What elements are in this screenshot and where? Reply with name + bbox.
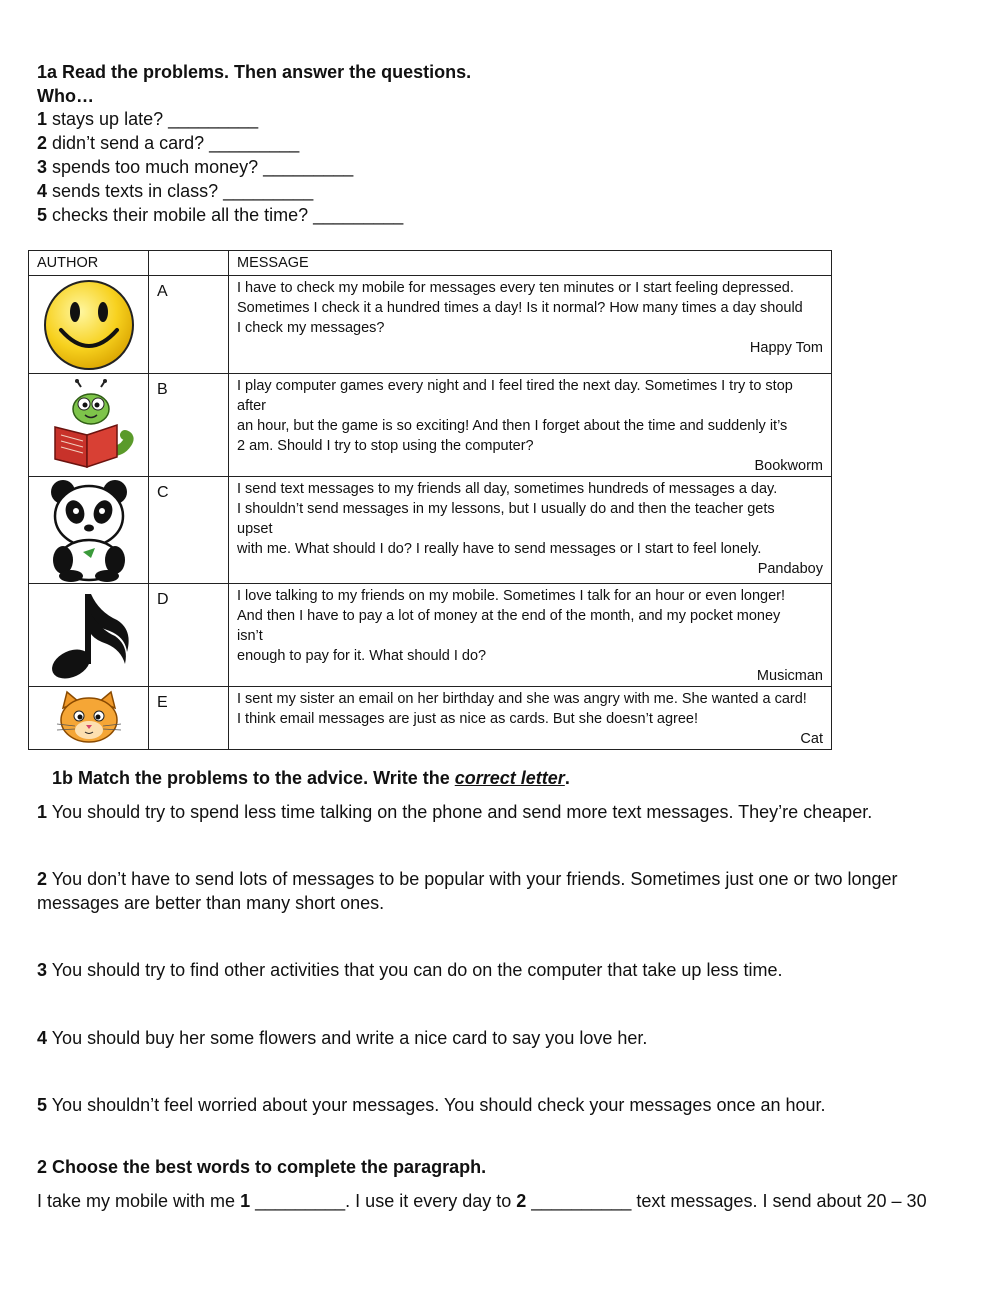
message-author: Happy Tom [749, 340, 823, 356]
question-item: 3 spends too much money? _________ [37, 157, 354, 177]
message-cell: I play computer games every night and I feel tired the next day. Sometimes I try to stop after an hour, but the game is so exciting! And then I forget about the time and suddenly it’s 2 am. Should I try to stop using the computer? Bookworm [229, 374, 832, 477]
author-picture [29, 374, 149, 477]
bookworm-icon [41, 379, 137, 471]
question-item: 4 sends texts in class? _________ [37, 181, 314, 201]
message-author: Bookworm [754, 458, 823, 474]
message-header: MESSAGE [229, 251, 832, 276]
author-picture [29, 687, 149, 750]
advice-item: 5 You shouldn’t feel worried about your messages. You should check your messages once an hour. [37, 1095, 826, 1115]
question-item: 1 stays up late? _________ [37, 109, 259, 129]
question-list [37, 107, 403, 227]
table-row [29, 374, 832, 477]
row-letter: B [149, 374, 229, 477]
row-letter: A [149, 276, 229, 374]
panda-icon [41, 478, 137, 582]
message-author: Pandaboy [757, 561, 823, 577]
messages-table [28, 250, 832, 750]
table-header-row [29, 251, 832, 276]
table-row [29, 477, 832, 584]
question-item: 2 didn’t send a card? _________ [37, 133, 300, 153]
advice-item: 3 You should try to find other activities that you can do on the computer that take up less time. [37, 960, 783, 980]
exercise-1a-title: 1a Read the problems. Then answer the questions. [37, 62, 472, 82]
paragraph-gapfill: I take my mobile with me 1 _________. I use it every day to 2 __________ text messages. I send about 20 – 30 [37, 1191, 927, 1211]
exercise-2-title: 2 Choose the best words to complete the paragraph. [37, 1157, 487, 1177]
author-header: AUTHOR [29, 251, 149, 276]
exercise-1b-title: 1b Match the problems to the advice. Write the correct letter. [52, 768, 570, 788]
row-letter: C [149, 477, 229, 584]
advice-item: 2 You don’t have to send lots of messages to be popular with your friends. Sometimes just one or two longer messages are better than many short ones. [37, 869, 898, 913]
message-cell: I have to check my mobile for messages every ten minutes or I start feeling depressed. Sometimes I check it a hundred times a day! Is it normal? How many times a day should I check my messages? Happy Tom [229, 276, 832, 374]
row-letter: E [149, 687, 229, 750]
advice-item: 4 You should buy her some flowers and write a nice card to say you love her. [37, 1028, 648, 1048]
question-item: 5 checks their mobile all the time? _________ [37, 205, 404, 225]
message-cell: I love talking to my friends on my mobile. Sometimes I talk for an hour or even longer! And then I have to pay a lot of money at the end of the month, and my pocket money isn’t enough to pay for it. What should I do? Musicman [229, 584, 832, 687]
message-author: Cat [800, 731, 823, 747]
letter-header [149, 251, 229, 276]
message-author: Musicman [756, 668, 823, 684]
author-picture [29, 276, 149, 374]
who-label: Who… [37, 86, 94, 106]
cat-icon [49, 690, 129, 746]
row-letter: D [149, 584, 229, 687]
table-row [29, 687, 832, 750]
music-note-icon [41, 588, 137, 682]
table-row [29, 584, 832, 687]
author-picture [29, 584, 149, 687]
table-row [29, 276, 832, 374]
smiley-face-icon [39, 278, 139, 372]
message-cell: I sent my sister an email on her birthday and she was angry with me. She wanted a card! I think email messages are just as nice as cards. But she doesn’t agree! Cat [229, 687, 832, 750]
author-picture [29, 477, 149, 584]
advice-item: 1 You should try to spend less time talking on the phone and send more text messages. They’re cheaper. [37, 802, 873, 822]
message-cell: I send text messages to my friends all day, sometimes hundreds of messages a day. I shouldn’t send messages in my lessons, but I usually do and then the teacher gets upset with me. What should I do? I really have to send messages or I start to feel lonely. Pandaboy [229, 477, 832, 584]
